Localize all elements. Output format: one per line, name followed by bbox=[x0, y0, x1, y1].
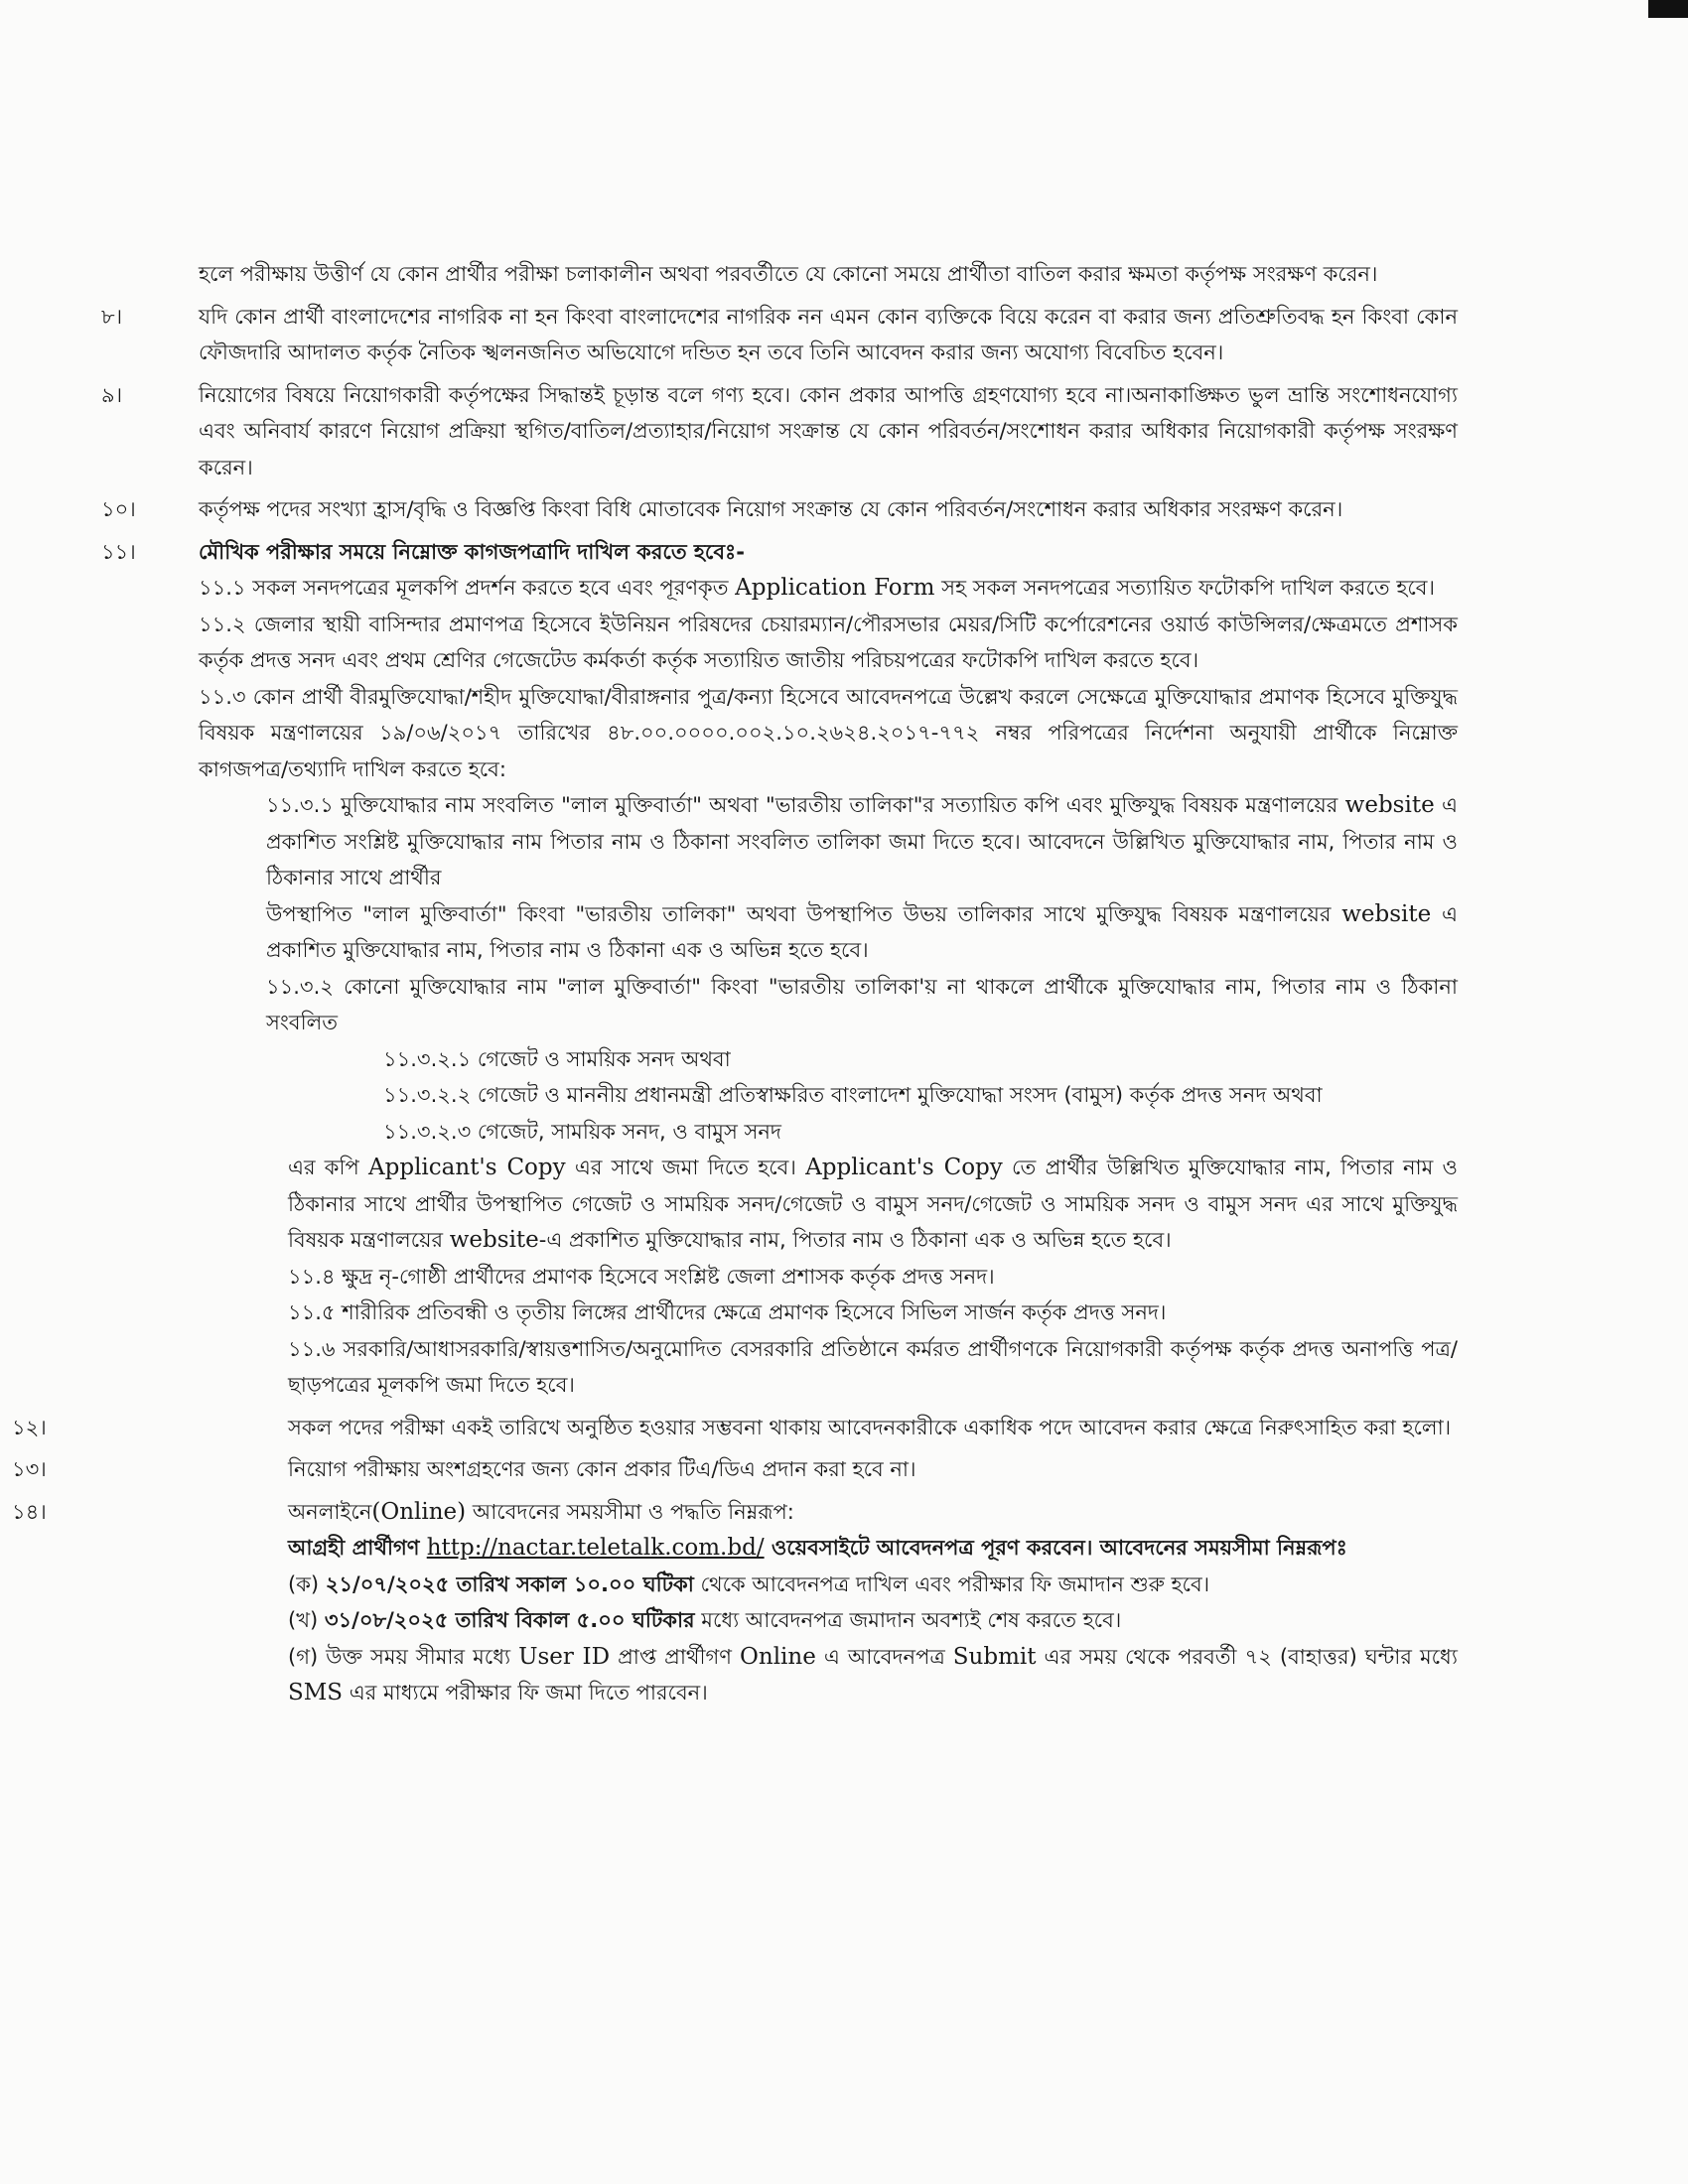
deadline-kha: (খ) ৩১/০৮/২০২৫ তারিখ বিকাল ৫.০০ ঘটিকার মধ্যে আবেদনপত্র জমাদান অবশ্যই শেষ করতে হবে। bbox=[288, 1608, 1122, 1632]
scan-corner-mark bbox=[1648, 0, 1688, 18]
teletalk-website-link[interactable]: http://nactar.teletalk.com.bd/ bbox=[426, 1535, 765, 1561]
clause-8 bbox=[101, 299, 1458, 371]
clause-number: ১২। bbox=[12, 1415, 47, 1439]
clause-number: ১০। bbox=[101, 497, 136, 521]
clause-10 bbox=[101, 491, 1458, 528]
applicant-copy-paragraph: এর কপি Applicant's Copy এর সাথে জমা দিতে হবে। Applicant's Copy তে প্রার্থীর উল্লিখিত মুক্তিযোদ্ধার নাম, পিতার নাম ও ঠিকানার সাথে প্রার্থীর উপস্থাপিত গেজেট ও সাময়িক সনদ/গেজেট ও বামুস সনদ/গেজেট ও সাময়িক সনদ ও বামুস সনদ এর সাথে মুক্তিযুদ্ধ বিষয়ক মন্ত্রণালয়ের website-এ প্রকাশিত মুক্তিযোদ্ধার নাম, পিতার নাম ও ঠিকানা এক ও অভিন্ন হতে হবে। bbox=[288, 1155, 1458, 1253]
subclause-11-3-2-1: ১১.৩.২.১ গেজেট ও সাময়িক সনদ অথবা bbox=[383, 1046, 731, 1071]
clause-14-title: অনলাইনে(Online) আবেদনের সময়সীমা ও পদ্ধতি নিম্নরূপ: bbox=[288, 1498, 794, 1525]
subclause-11-2: ১১.২ জেলার স্থায়ী বাসিন্দার প্রমাণপত্র হিসেবে ইউনিয়ন পরিষদের চেয়ারম্যান/পৌরসভার মেয়র/সিটি কর্পোরেশনের ওয়ার্ড কাউন্সিলর/ক্ষেত্রমতে প্রশাসক কর্তৃক প্রদত্ত সনদ এবং প্রথম শ্রেণির গেজেটেড কর্মকর্তা কর্তৃক সত্যায়িত জাতীয় পরিচয়পত্রের ফটোকপি দাখিল করতে হবে। bbox=[199, 612, 1458, 672]
clause-number: ১৩। bbox=[12, 1457, 47, 1481]
clause-number: ৮। bbox=[101, 304, 123, 329]
clause-heading: মৌখিক পরীক্ষার সময়ে নিম্নোক্ত কাগজপত্রাদি দাখিল করতে হবেঃ- bbox=[199, 539, 745, 564]
clause-text: নিয়োগ পরীক্ষায় অংশগ্রহণের জন্য কোন প্রকার টিএ/ডিএ প্রদান করা হবে না। bbox=[288, 1457, 916, 1481]
subclause-11-3-1: ১১.৩.১ মুক্তিযোদ্ধার নাম সংবলিত "লাল মুক্তিবার্তা" অথবা "ভারতীয় তালিকা"র সত্যায়িত কপি এবং মুক্তিযুদ্ধ বিষয়ক মন্ত্রণালয়ের website এ প্রকাশিত সংশ্লিষ্ট মুক্তিযোদ্ধার নাম পিতার নাম ও ঠিকানা সংবলিত তালিকা জমা দিতে হবে। আবেদনে উল্লিখিত মুক্তিযোদ্ধার নাম, পিতার নাম ও ঠিকানার সাথে প্রার্থীর উপস্থাপিত "লাল মুক্তিবার্তা" কিংবা "ভারতীয় তালিকা" অথবা উপস্থাপিত উভয় তালিকার সাথে মুক্তিযুদ্ধ বিষয়ক মন্ত্রণালয়ের website এ প্রকাশিত মুক্তিযোদ্ধার নাম, পিতার নাম ও ঠিকানা এক ও অভিন্ন হতে হবে। bbox=[266, 792, 1458, 962]
clause-text: সকল পদের পরীক্ষা একই তারিখে অনুষ্ঠিত হওয়ার সম্ভবনা থাকায় আবেদনকারীকে একাধিক পদে আবেদন করার ক্ষেত্রে নিরুৎসাহিত করা হলো। bbox=[288, 1415, 1452, 1439]
subclause-11-1: ১১.১ সকল সনদপত্রের মূলকপি প্রদর্শন করতে হবে এবং পূরণকৃত Application Form সহ সকল সনদপত্রের সত্যায়িত ফটোকপি দাখিল করতে হবে। bbox=[199, 575, 1435, 601]
deadline-ga: (গ) উক্ত সময় সীমার মধ্যে User ID প্রাপ্ত প্রার্থীগণ Online এ আবেদনপত্র Submit এর সময় থেকে পরবর্তী ৭২ (বাহাত্তর) ঘন্টার মধ্যে SMS এর মাধ্যমে পরীক্ষার ফি জমা দিতে পারবেন। bbox=[288, 1643, 1458, 1706]
clause-14 bbox=[12, 1494, 1458, 1711]
subclause-11-3-2: ১১.৩.২ কোনো মুক্তিযোদ্ধার নাম "লাল মুক্তিবার্তা" কিংবা "ভারতীয় তালিকা'য় না থাকলে প্রার্থীকে মুক্তিযোদ্ধার নাম, পিতার নাম ও ঠিকানা সংবলিত bbox=[266, 974, 1458, 1034]
clause-number: ১৪। bbox=[12, 1499, 47, 1524]
clause-9 bbox=[101, 377, 1458, 486]
subclause-11-3: ১১.৩ কোন প্রার্থী বীরমুক্তিযোদ্ধা/শহীদ মুক্তিযোদ্ধা/বীরাঙ্গনার পুত্র/কন্যা হিসেবে আবেদনপত্রে উল্লেখ করলে সেক্ষেত্রে মুক্তিযোদ্ধার প্রমাণক হিসেবে মুক্তিযুদ্ধ বিষয়ক মন্ত্রণালয়ের ১৯/০৬/২০১৭ তারিখের ৪৮.০০.০০০০.০০২.১০.২৬২৪.২০১৭-৭৭২ নম্বর পরিপত্রের নির্দেশনা অনুযায়ী প্রার্থীকে নিম্নোক্ত কাগজপত্র/তথ্যাদি দাখিল করতে হবে: bbox=[199, 684, 1458, 781]
document-body bbox=[12, 256, 1458, 1711]
clause-number: ৯। bbox=[101, 382, 123, 407]
clause-text: কর্তৃপক্ষ পদের সংখ্যা হ্রাস/বৃদ্ধি ও বিজ্ঞপ্তি কিংবা বিধি মোতাবেক নিয়োগ সংক্রান্ত যে কোন পরিবর্তন/সংশোধন করার অধিকার সংরক্ষণ করেন। bbox=[199, 497, 1343, 521]
subclause-11-4: ১১.৪ ক্ষুদ্র নৃ-গোষ্ঠী প্রার্থীদের প্রমাণক হিসেবে সংশ্লিষ্ট জেলা প্রশাসক কর্তৃক প্রদত্ত সনদ। bbox=[288, 1264, 995, 1289]
intro-paragraph: হলে পরীক্ষায় উত্তীর্ণ যে কোন প্রার্থীর পরীক্ষা চলাকালীন অথবা পরবর্তীতে যে কোনো সময়ে প্রার্থীতা বাতিল করার ক্ষমতা কর্তৃপক্ষ সংরক্ষণ করেন। bbox=[199, 262, 1378, 286]
subclause-11-3-2-3: ১১.৩.২.৩ গেজেট, সাময়িক সনদ, ও বামুস সনদ bbox=[383, 1119, 781, 1144]
application-lead: আগ্রহী প্রার্থীগণ http://nactar.teletalk.com.bd/ ওয়েবসাইটে আবেদনপত্র পূরণ করবেন। আবেদনের সময়সীমা নিম্নরূপঃ bbox=[288, 1535, 1347, 1561]
clause-11 bbox=[101, 534, 1458, 1404]
subclause-11-5: ১১.৫ শারীরিক প্রতিবন্ধী ও তৃতীয় লিঙ্গের প্রার্থীদের ক্ষেত্রে প্রমাণক হিসেবে সিভিল সার্জন কর্তৃক প্রদত্ত সনদ। bbox=[288, 1300, 1167, 1324]
clause-13 bbox=[12, 1451, 1458, 1488]
subclause-11-3-2-2: ১১.৩.২.২ গেজেট ও মাননীয় প্রধানমন্ত্রী প্রতিস্বাক্ষরিত বাংলাদেশ মুক্তিযোদ্ধা সংসদ (বামুস) কর্তৃক প্রদত্ত সনদ অথবা bbox=[383, 1083, 1323, 1107]
clause-number: ১১। bbox=[101, 539, 136, 564]
clause-text: নিয়োগের বিষয়ে নিয়োগকারী কর্তৃপক্ষের সিদ্ধান্তই চূড়ান্ত বলে গণ্য হবে। কোন প্রকার আপত্তি গ্রহণযোগ্য হবে না।অনাকাঙ্ক্ষিত ভুল ভ্রান্তি সংশোধনযোগ্য এবং অনিবার্য কারণে নিয়োগ প্রক্রিয়া স্থগিত/বাতিল/প্রত্যাহার/নিয়োগ সংক্রান্ত যে কোন পরিবর্তন/সংশোধন করার অধিকার নিয়োগকারী কর্তৃপক্ষ সংরক্ষণ করেন। bbox=[199, 382, 1458, 479]
clause-12 bbox=[12, 1410, 1458, 1446]
subclause-11-6: ১১.৬ সরকারি/আধাসরকারি/স্বায়ত্তশাসিত/অনুমোদিত বেসরকারি প্রতিষ্ঠানে কর্মরত প্রার্থীগণকে নিয়োগকারী কর্তৃপক্ষ কর্তৃক প্রদত্ত অনাপত্তি পত্র/ছাড়পত্রের মূলকপি জমা দিতে হবে। bbox=[288, 1336, 1458, 1397]
deadline-ka: (ক) ২১/০৭/২০২৫ তারিখ সকাল ১০.০০ ঘটিকা থেকে আবেদনপত্র দাখিল এবং পরীক্ষার ফি জমাদান শুরু হবে। bbox=[288, 1571, 1210, 1596]
clause-text: যদি কোন প্রার্থী বাংলাদেশের নাগরিক না হন কিংবা বাংলাদেশের নাগরিক নন এমন কোন ব্যক্তিকে বিয়ে করেন বা করার জন্য প্রতিশ্রুতিবদ্ধ হন কিংবা কোন ফৌজদারি আদালত কর্তৃক নৈতিক স্খলনজনিত অভিযোগে দন্ডিত হন তবে তিনি আবেদন করার জন্য অযোগ্য বিবেচিত হবেন। bbox=[199, 304, 1458, 364]
